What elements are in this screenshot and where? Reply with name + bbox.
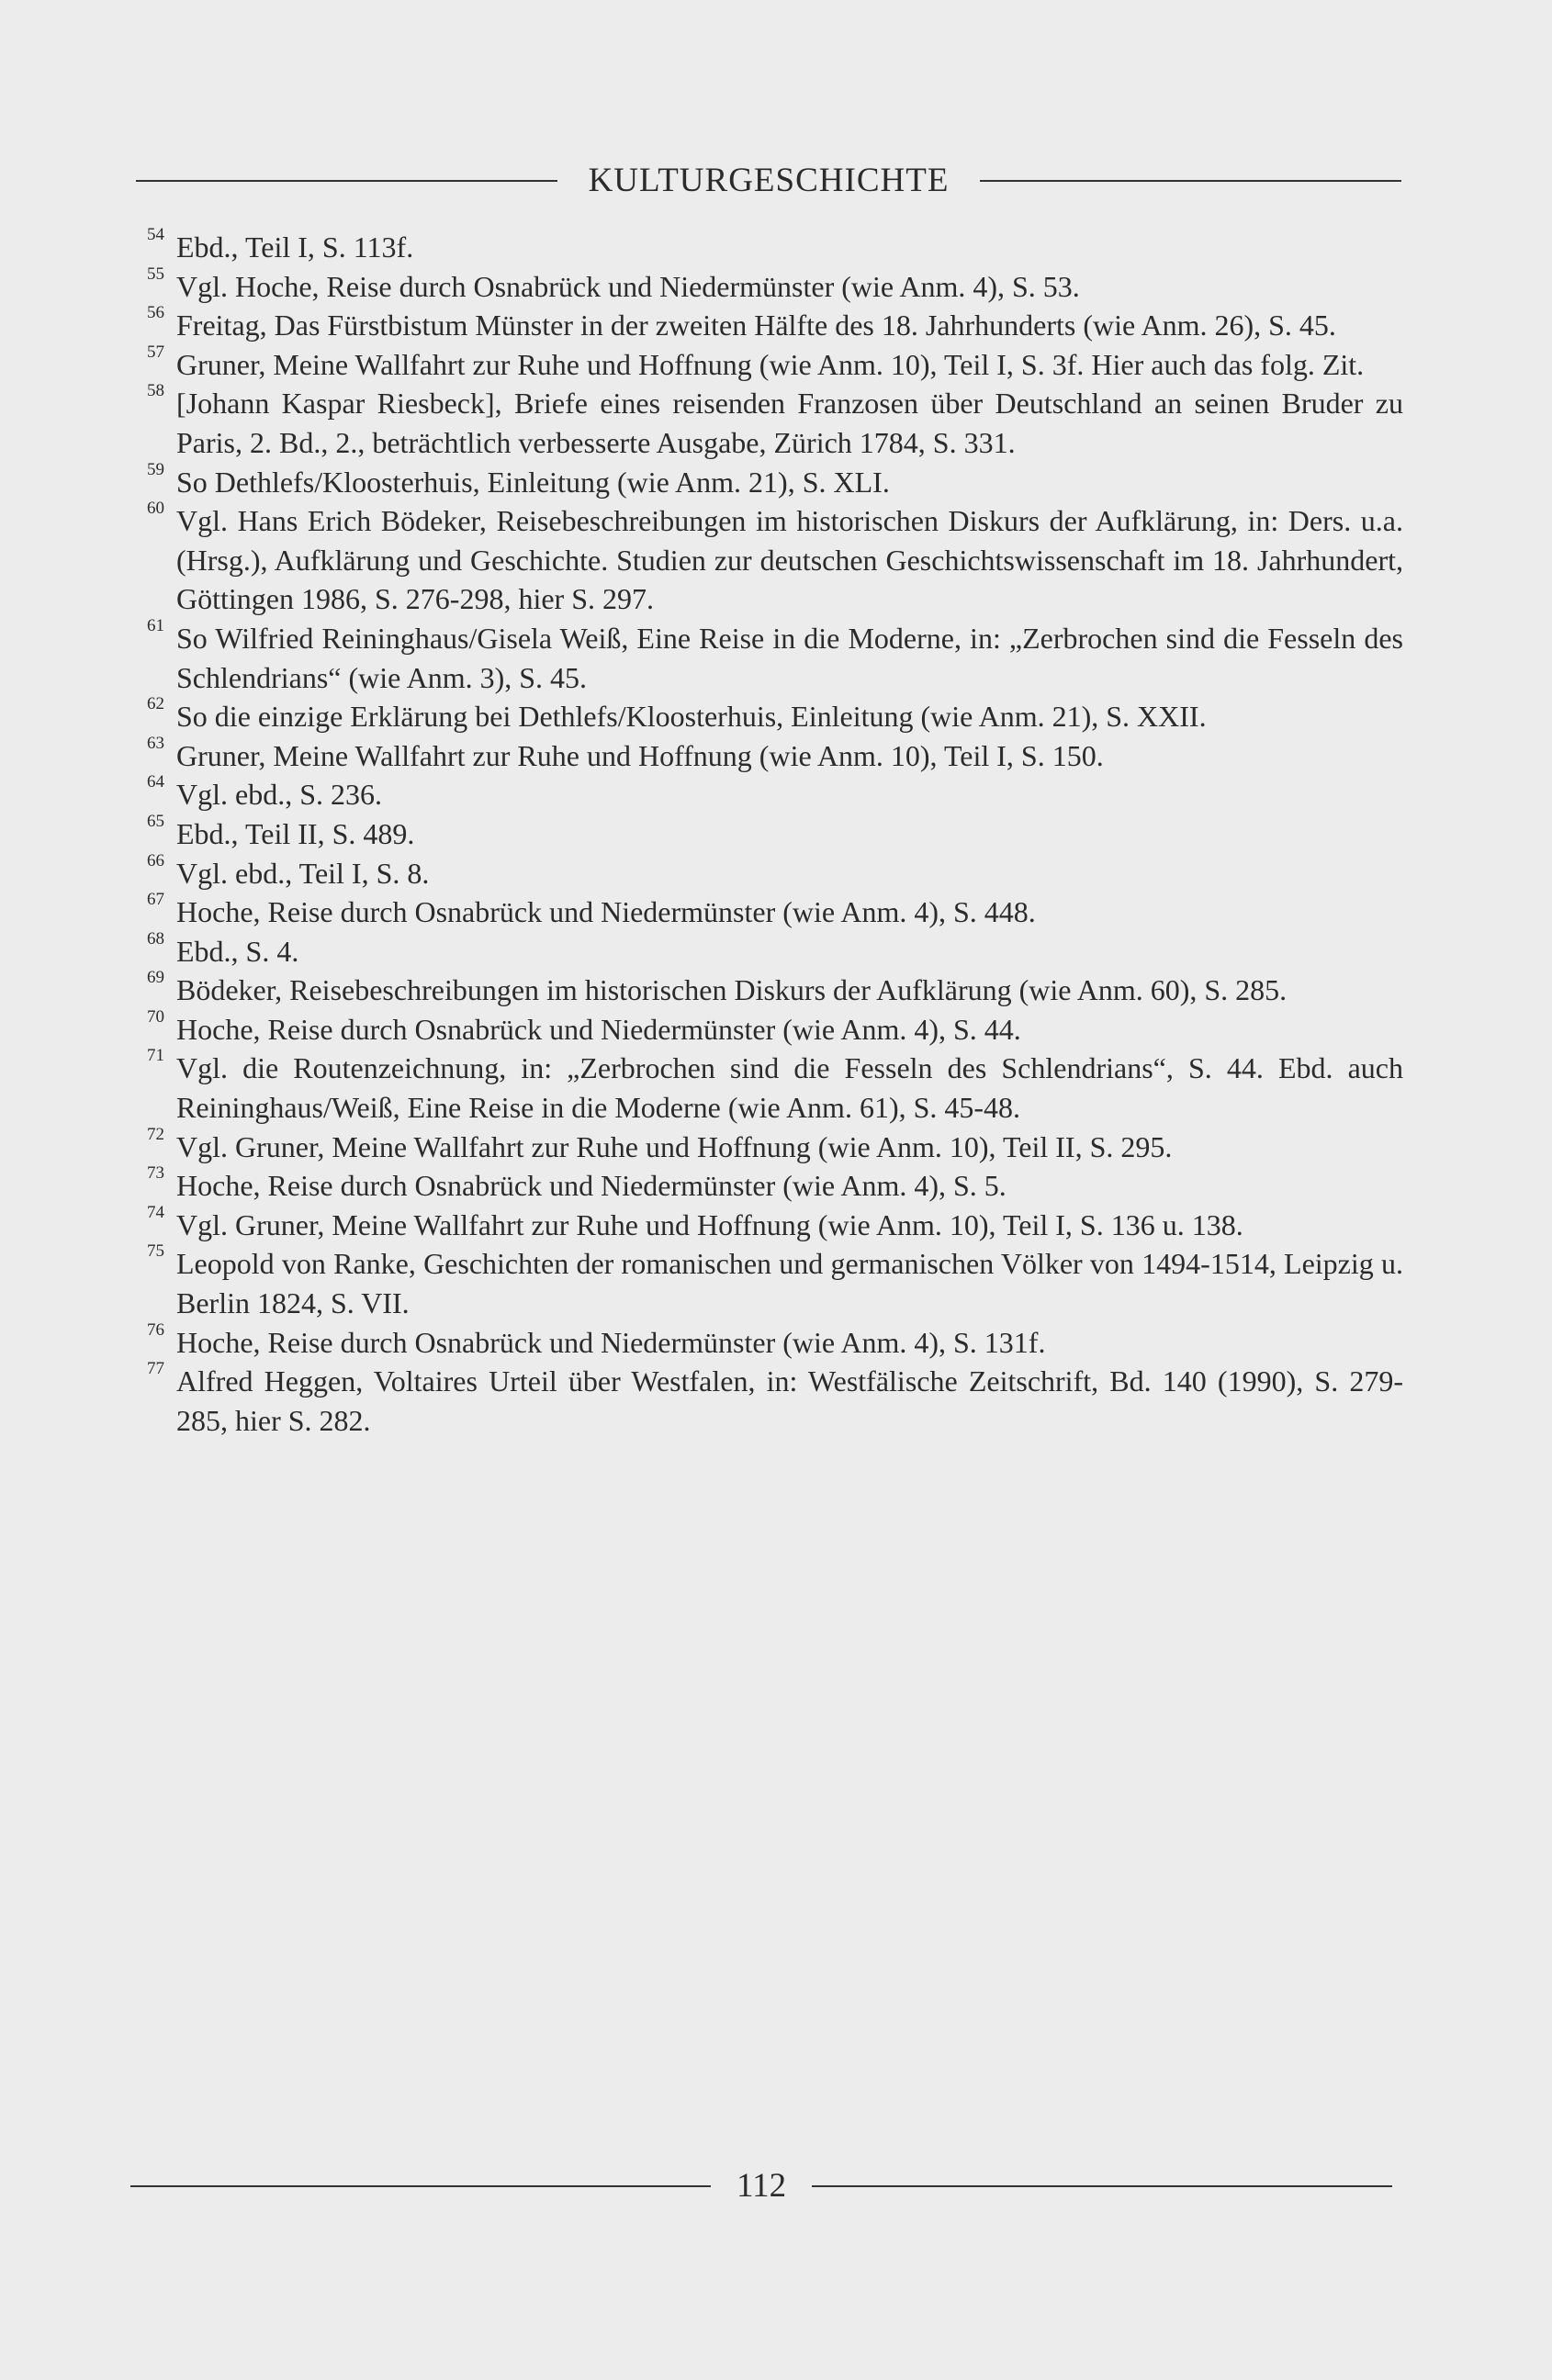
footnote-number: 54 [147,225,164,244]
footnote-text: Alfred Heggen, Voltaires Urteil über Westfalen, in: Westfälische Zeitschrift, Bd. 140 (1990), S. 279-285, hier S. 282. [176,1364,1403,1437]
footnote [147,1006,1403,1050]
footnote-text: Leopold von Ranke, Geschichten der romanischen und germanischen Völker von 1494-1514, Leipzig u. Berlin 1824, S. VII. [176,1247,1403,1320]
footnote-list [147,225,1403,1440]
footnote-number: 65 [147,811,164,831]
footnote-number: 62 [147,694,164,714]
footnote-number: 58 [147,381,164,401]
header-rule-left [136,180,557,182]
footnote-number: 59 [147,459,164,479]
footnote-number: 66 [147,850,164,870]
footnote-text: So Wilfried Reininghaus/Gisela Weiß, Eine Reise in die Moderne, in: „Zerbrochen sind die Fesseln des Schlendrians“ (wie Anm. 3), S. 45. [176,621,1403,694]
footnote-number: 57 [147,342,164,362]
footnote [147,892,1403,932]
footnote-number: 68 [147,928,164,949]
footnote-text: Hoche, Reise durch Osnabrück und Niedermünster (wie Anm. 4), S. 448. [176,895,1036,929]
footnote-text: [Johann Kaspar Riesbeck], Briefe eines reisenden Franzosen über Deutschland an seinen Bruder zu Paris, 2. Bd., 2., beträchtlich verbesserte Ausgabe, Zürich 1784, S. 331. [176,387,1403,459]
footnote [147,1202,1403,1245]
footnote [147,1124,1403,1167]
footnote-number: 77 [147,1359,164,1379]
footnote [147,928,1403,971]
footnote [147,694,1403,736]
footnote-number: 70 [147,1006,164,1027]
footnote [147,968,1403,1010]
footnote [147,1359,1403,1440]
footnote [147,1319,1403,1363]
footnote [147,1163,1403,1206]
footnote [147,501,1403,619]
footnote-text: Ebd., Teil I, S. 113f. [176,230,414,264]
footnote [147,850,1403,893]
footnote-text: Hoche, Reise durch Osnabrück und Niedermünster (wie Anm. 4), S. 44. [176,1012,1021,1046]
footnote [147,225,1403,267]
footer-rule-left [130,2185,711,2187]
footnote-text: Vgl. Gruner, Meine Wallfahrt zur Ruhe und Hoffnung (wie Anm. 10), Teil I, S. 136 u. 138. [176,1207,1243,1241]
footnote [147,733,1403,776]
running-header [136,163,1401,197]
footnote-text: Freitag, Das Fürstbistum Münster in der zweiten Hälfte des 18. Jahrhunderts (wie Anm. 26), S. 45. [176,309,1336,342]
footnote-number: 71 [147,1046,164,1066]
footnote-text: Vgl. ebd., S. 236. [176,778,382,812]
footnote-text: Vgl. Hans Erich Bödeker, Reisebeschreibungen im historischen Diskurs der Aufklärung, in: Ders. u.a. (Hrsg.), Aufklärung und Geschichte. Studien zur deutschen Geschichtswissenschaft im 18. Jahrhundert, Göttingen 1986, S. 276-298, hier S. 297. [176,504,1403,616]
footnote [147,615,1403,697]
footnote-number: 64 [147,772,164,792]
footnote-text: Ebd., S. 4. [176,934,299,968]
footer-rule-right [812,2185,1392,2187]
footnote-text: Bödeker, Reisebeschreibungen im historischen Diskurs der Aufklärung (wie Anm. 60), S. 285. [176,973,1288,1007]
header-rule-right [980,180,1401,182]
footnote-text: Hoche, Reise durch Osnabrück und Niedermünster (wie Anm. 4), S. 131f. [176,1325,1046,1359]
footnote-number: 55 [147,264,164,284]
footnote [147,1241,1403,1322]
page-footer [130,2169,1392,2203]
page-number: 112 [736,2167,787,2205]
footnote [147,459,1403,502]
footnote-number: 76 [147,1319,164,1340]
footnote-number: 73 [147,1163,164,1184]
footnote-number: 67 [147,890,164,910]
footnote-text: Vgl. die Routenzeichnung, in: „Zerbrochen sind die Fesseln des Schlendrians“, S. 44. Ebd. auch Reininghaus/Weiß, Eine Reise in die Moderne (wie Anm. 61), S. 45-48. [176,1051,1403,1125]
footnote-number: 74 [147,1202,164,1222]
footnote-text: Vgl. Hoche, Reise durch Osnabrück und Niedermünster (wie Anm. 4), S. 53. [176,269,1080,303]
footnote-number: 69 [147,968,164,988]
footnote [147,381,1403,462]
footnote-text: So die einzige Erklärung bei Dethlefs/Kloosterhuis, Einleitung (wie Anm. 21), S. XXII. [176,700,1207,734]
footnote-text: So Dethlefs/Kloosterhuis, Einleitung (wie Anm. 21), S. XLI. [176,465,890,499]
footnote-text: Ebd., Teil II, S. 489. [176,816,415,850]
footnote [147,811,1403,854]
footnote-text: Vgl. ebd., Teil I, S. 8. [176,856,430,890]
footnote-number: 60 [147,499,164,519]
footnote-text: Gruner, Meine Wallfahrt zur Ruhe und Hoffnung (wie Anm. 10), Teil I, S. 3f. Hier auch das folg. Zit. [176,347,1365,381]
footnote [147,303,1403,345]
footnote-text: Gruner, Meine Wallfahrt zur Ruhe und Hoffnung (wie Anm. 10), Teil I, S. 150. [176,738,1104,772]
footnote [147,772,1403,814]
footnote-number: 61 [147,615,164,635]
footnote-number: 72 [147,1124,164,1144]
footnote [147,1046,1403,1127]
footnote [147,342,1403,385]
footnote-number: 63 [147,733,164,753]
header-title: KULTURGESCHICHTE [588,162,950,199]
footnote [147,264,1403,307]
footnote-text: Hoche, Reise durch Osnabrück und Niedermünster (wie Anm. 4), S. 5. [176,1169,1007,1203]
footnote-text: Vgl. Gruner, Meine Wallfahrt zur Ruhe und Hoffnung (wie Anm. 10), Teil II, S. 295. [176,1129,1173,1163]
footnote-number: 75 [147,1241,164,1262]
footnote-number: 56 [147,303,164,323]
